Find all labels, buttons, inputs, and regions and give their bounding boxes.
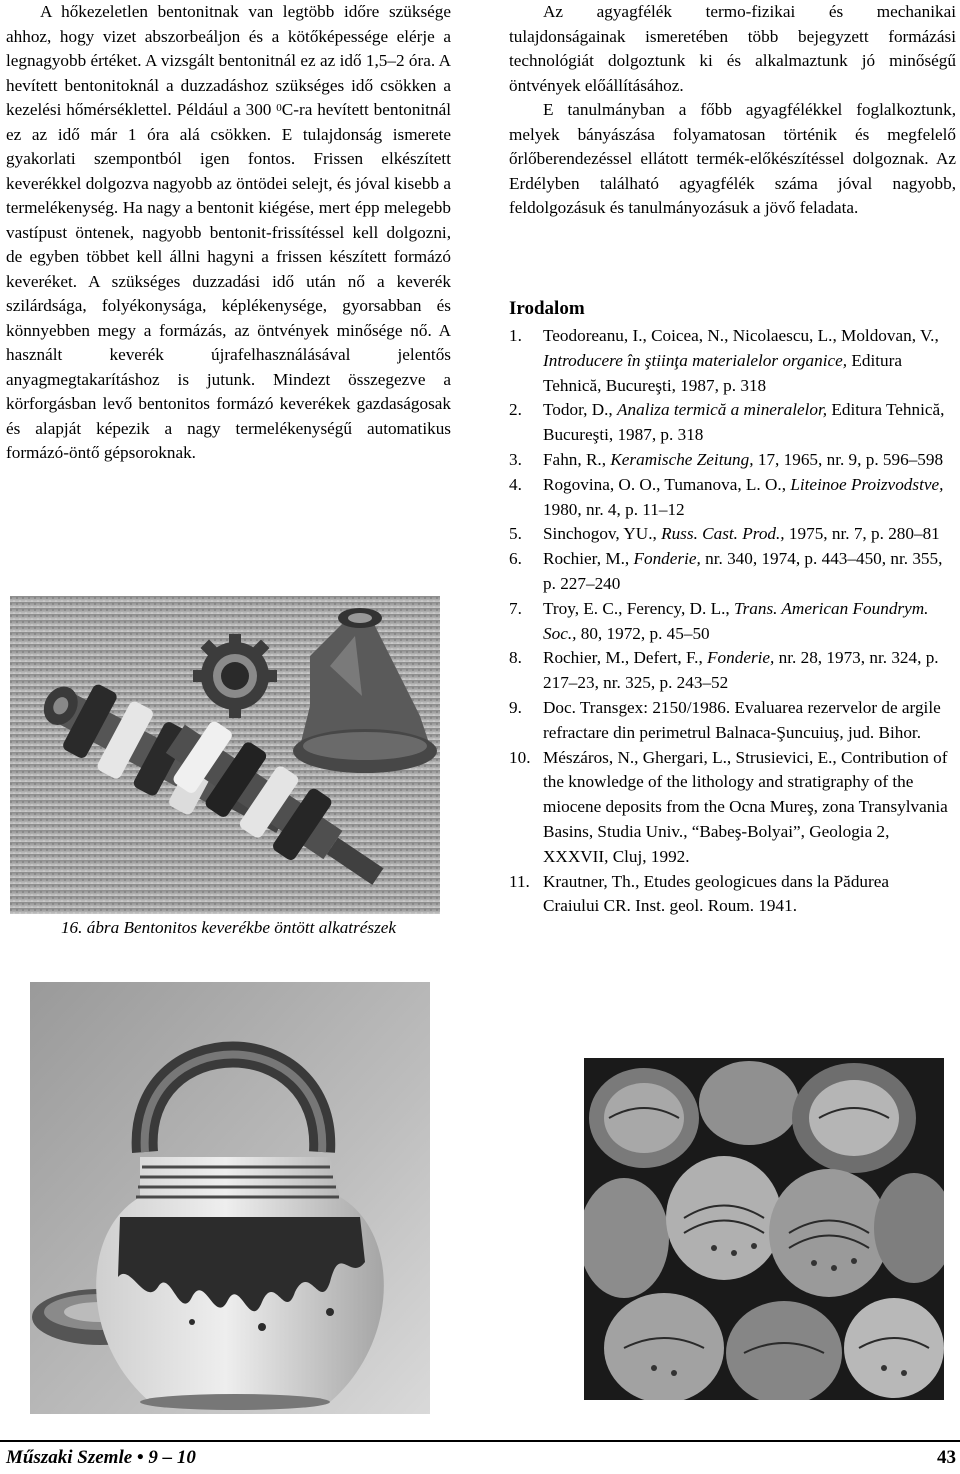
- reference-authors: Teodoreanu, I., Coicea, N., Nicolaescu, L., Moldovan, V.,: [543, 326, 939, 345]
- reference-item: [509, 870, 949, 920]
- page-footer: [0, 1440, 960, 1474]
- reference-authors: Rochier, M.,: [543, 549, 630, 569]
- footer-rule: [0, 1440, 960, 1442]
- reference-item: [509, 746, 949, 870]
- reference-authors: Todor, D.,: [543, 400, 613, 420]
- reference-item: [509, 473, 949, 523]
- reference-number: 9.: [509, 697, 522, 717]
- reference-number: 7.: [509, 598, 522, 618]
- reference-authors: Rogovina, O. O., Tumanova, L. O.,: [543, 474, 787, 494]
- references-heading: Irodalom: [509, 298, 585, 319]
- reference-title: Russ. Cast. Prod.,: [661, 524, 785, 544]
- reference-number: 4.: [509, 474, 522, 494]
- reference-item: [509, 646, 949, 696]
- reference-title: Fonderie,: [707, 648, 775, 668]
- reference-title: Introducere în ştiinţa materialelor organice,: [543, 350, 848, 370]
- left-column: [6, 0, 451, 466]
- reference-details: Editura Tehnică, Bucureşti, 1987, p. 318: [543, 400, 945, 445]
- reference-number: 11.: [509, 871, 530, 891]
- reference-authors: Sinchogov, YU.,: [543, 524, 657, 544]
- degree-superscript: 0: [276, 102, 282, 114]
- reference-authors: Mészáros, N., Ghergari, L., Strusievici, E., Contribution of the knowledge of the lithology and stratigraphy of the miocene deposits from the Ocna Mureş, zona Transylvania Basins, Studia Univ., “Babeş-Bolyai”, Geologia 2, XXXVII, Cluj, 1992.: [543, 747, 948, 866]
- reference-title: Liteinoe Proizvodstve,: [790, 474, 944, 494]
- reference-details: Editura Tehnică, Bucureşti, 1987, p. 318: [543, 350, 902, 395]
- reference-list: [509, 324, 949, 919]
- reference-authors: Troy, E. C., Ferency, D. L.,: [543, 598, 730, 618]
- reference-details: 80, 1972, p. 45–50: [580, 623, 710, 643]
- cast-parts-photo: [10, 596, 440, 914]
- reference-item: [509, 522, 949, 547]
- pottery-jug-photo: [30, 982, 430, 1414]
- reference-item: [509, 547, 949, 597]
- figure-caption: 16. ábra Bentonitos keverékbe öntött alkatrészek: [60, 918, 397, 937]
- reference-number: 2.: [509, 400, 522, 420]
- body-paragraph: A hőkezeletlen bentonitnak van legtöbb időre szüksége ahhoz, hogy vizet abszorbeáljon és a kötőképessége elérje a legnagyobb értéket. A vizsgált bentonitnál ez az idő 1,5–2 óra. A hevített bentonitoknál a duzzadáshoz szükséges idő csökken a kezelési hőmérséklettel. Például a 300 $^0$C-ra hevített bentonitnál ez az idő már 1 óra alá csökken. E tulajdonság ismerete gyakorlati szempontból igen fontos. Frissen elkészített keverékkel dolgozva nagyobb az öntödei selejt, és jóval kisebb a termelékenység. Ha nagy a bentonit kiégése, mert épp melegebb vastípust öntenek, nagyobb bentonit-frissítéssel kell dolgozni, de egyben többet kell állni hagyni a frissen készített formázó keveréket. A szükséges duzzadási idő után nő a keverék szilárdsága, folyékonysága, képlékenysége, gyorsabban és könnyebben megy a formázás, az öntvények minősége nő. A használt keverék újrafelhasználásával jelentős anyagmegtakarításhoz is jutunk. Mindezt összegezve a körforgásban levő bentonitos formázó keverékek gazdaságosak és alapját képezik a nagy termelékenységű automatikus formázó-öntő gépsoroknak.: [6, 2, 451, 462]
- reference-title: Keramische Zeitung,: [610, 449, 754, 469]
- reference-authors: Rochier, M., Defert, F.,: [543, 648, 703, 668]
- reference-title: Fonderie,: [633, 549, 701, 569]
- reference-details: 17, 1965, nr. 9, p. 596–598: [757, 449, 944, 469]
- reference-item: [509, 398, 949, 448]
- body-paragraph: E tanulmányban a főbb agyagfélékkel foglalkoztunk, melyek bányászása folyamatosan történik és megfelelő őrlőberendezéssel ellátott termék-előkészítéssel dolgoznak. Az Erdélyben található agyagfélék száma jóval nagyobb, feldolgozásuk és tanulmányozásuk a jövő feladata.: [509, 100, 956, 217]
- reference-title: Trans. American Foundrym. Soc.,: [543, 598, 929, 643]
- reference-details: 1975, nr. 7, p. 280–81: [788, 524, 940, 544]
- reference-title: Analiza termică a mineralelor,: [617, 400, 828, 420]
- page-number: 43: [937, 1447, 956, 1468]
- right-column: [509, 0, 956, 221]
- reference-number: 3.: [509, 449, 522, 469]
- reference-details: nr. 28, 1973, nr. 324, p. 217–23, nr. 325, p. 243–52: [543, 648, 939, 693]
- reference-number: 6.: [509, 549, 522, 569]
- reference-authors: Krautner, Th., Etudes geologicues dans la Pădurea Craiului CR. Inst. geol. Roum. 1941.: [543, 871, 889, 916]
- reference-number: 5.: [509, 524, 522, 544]
- reference-item: [509, 448, 949, 473]
- reference-number: 8.: [509, 648, 522, 668]
- reference-authors: Fahn, R.,: [543, 449, 607, 469]
- journal-name: Műszaki Szemle • 9 – 10: [6, 1447, 196, 1468]
- reference-number: 10.: [509, 747, 531, 767]
- body-paragraph: Az agyagfélék termo-fizikai és mechanikai tulajdonságainak ismeretében több bejegyzett formázási technológiát dolgoztunk ki és alkalmaztunk jó minőségű öntvények előállításához.: [509, 2, 956, 95]
- pottery-group-photo: [584, 1058, 944, 1400]
- reference-item: [509, 324, 949, 398]
- reference-item: [509, 597, 949, 647]
- reference-item: [509, 696, 949, 746]
- reference-details: nr. 340, 1974, p. 443–450, nr. 355, p. 227–240: [543, 549, 943, 593]
- reference-authors: Doc. Transgex: 2150/1986. Evaluarea rezervelor de argile refractare din perimetrul Balnaca-Şuncuiuş, jud. Bihor.: [543, 697, 941, 742]
- reference-number: 1.: [509, 326, 522, 345]
- reference-details: 1980, nr. 4, p. 11–12: [543, 499, 685, 519]
